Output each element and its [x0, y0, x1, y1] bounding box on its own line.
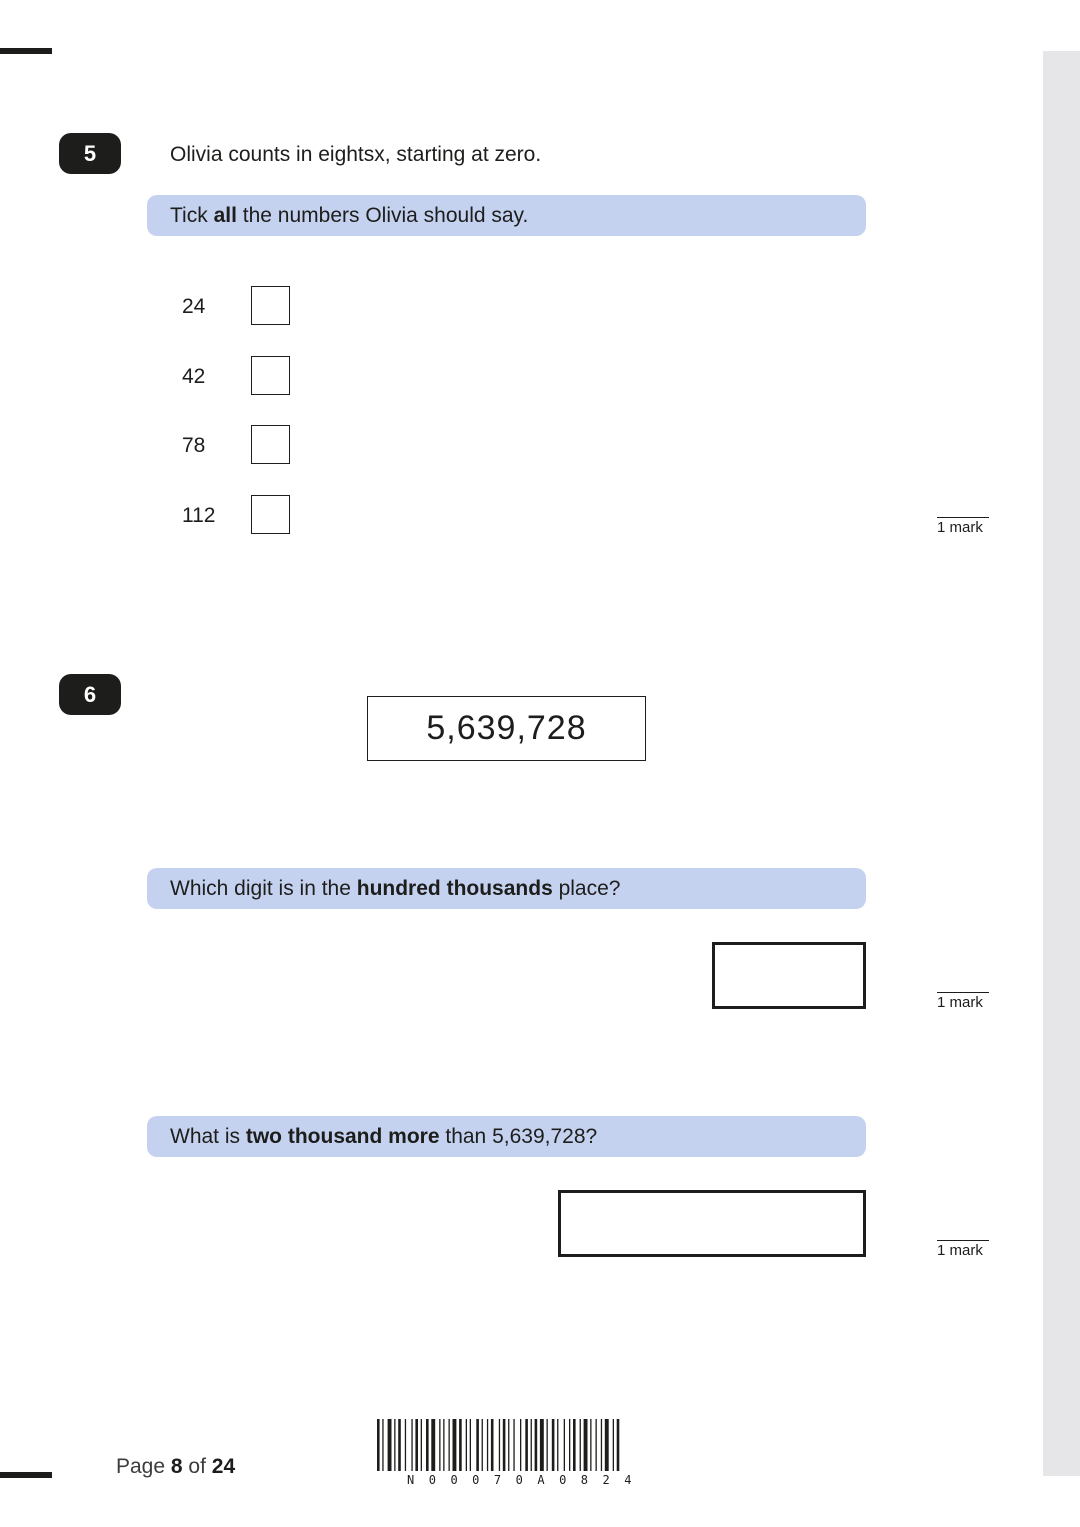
option-label: 42 — [182, 365, 206, 388]
given-number: 5,639,728 — [426, 709, 587, 747]
question-number: 6 — [83, 681, 97, 707]
question-number-badge — [59, 674, 121, 715]
tick-box[interactable] — [251, 286, 290, 325]
mark-allocation: 1 mark — [937, 517, 989, 536]
tick-box[interactable] — [251, 356, 290, 395]
option-label: 78 — [182, 434, 206, 457]
mark-allocation: 1 mark — [937, 992, 989, 1011]
answer-box[interactable] — [712, 942, 866, 1009]
instruction-bar: What is two thousand more than 5,639,728? — [147, 1116, 866, 1157]
question-stem: Olivia counts in eightsx, starting at zero. — [170, 143, 542, 166]
barcode-icon — [377, 1419, 675, 1477]
tick-box[interactable] — [251, 495, 290, 534]
question-number-badge — [59, 133, 121, 174]
option-label: 24 — [182, 295, 206, 318]
instruction-bar: Tick all the numbers Olivia should say. — [147, 195, 866, 236]
bottom-registration-mark — [0, 1472, 52, 1478]
question-number: 5 — [83, 140, 97, 166]
instruction-bar: Which digit is in the hundred thousands place? — [147, 868, 866, 909]
top-registration-mark — [0, 48, 52, 54]
page-number: Page 8 of 24 — [116, 1455, 236, 1478]
given-number-box — [367, 696, 646, 761]
option-label: 112 — [182, 504, 216, 527]
marking-margin — [1043, 51, 1080, 1476]
mark-allocation: 1 mark — [937, 1240, 989, 1259]
answer-box[interactable] — [558, 1190, 866, 1257]
tick-box[interactable] — [251, 425, 290, 464]
barcode-text: N00070A0824 — [407, 1473, 646, 1487]
